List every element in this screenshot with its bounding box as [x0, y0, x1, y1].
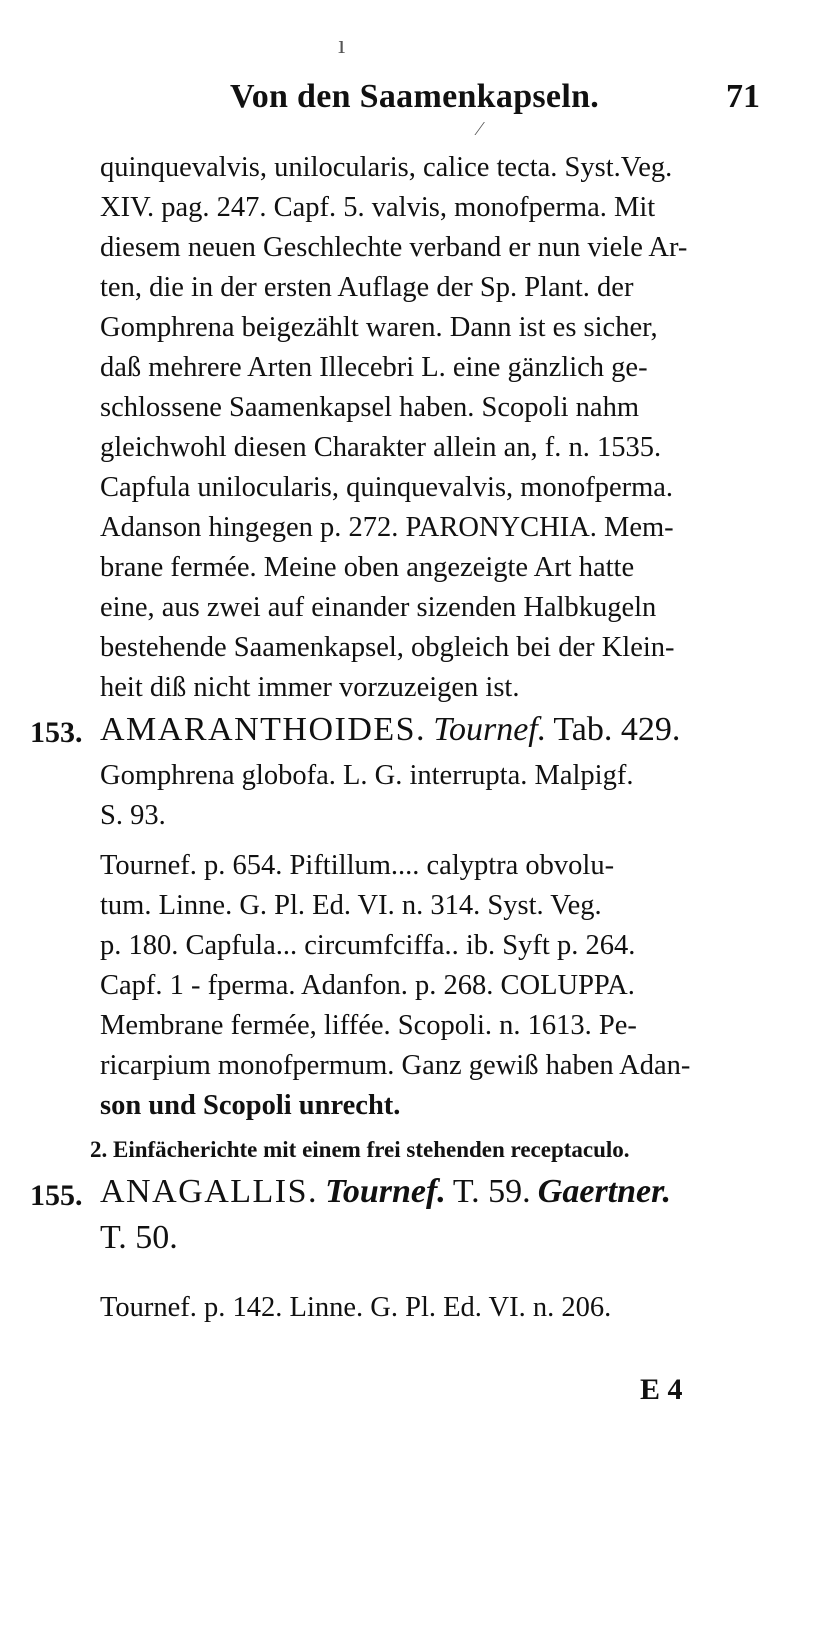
- plate-ref: Tab. 429.: [553, 711, 681, 748]
- text-line: Adanson hingegen p. 272. PARONYCHIA. Mem-: [100, 512, 674, 543]
- entry-heading: [100, 1174, 671, 1212]
- text-line: Gomphrena beigezählt waren. Dann ist es sicher,: [100, 312, 658, 343]
- text-line: eine, aus zwei auf einander sizenden Halbkugeln: [100, 592, 657, 623]
- genus-name: AMARANTHOIDES.: [100, 711, 427, 748]
- text-line: Capf. 1 - fperma. Adanfon. p. 268. COLUPPA.: [100, 970, 635, 1001]
- text-line: Tournef. p. 654. Piftillum.... calyptra obvolu-: [100, 850, 615, 881]
- plate-ref: T. 59.: [452, 1173, 531, 1210]
- entry-heading: [100, 712, 680, 750]
- text-line: daß mehrere Arten Illecebri L. eine gänzlich ge-: [100, 352, 648, 383]
- section-subheading: 2. Einfächerichte mit einem frei stehenden receptaculo.: [90, 1137, 630, 1162]
- text-line: Membrane fermée, liffée. Scopoli. n. 1613. Pe-: [100, 1010, 637, 1041]
- text-line: ten, die in der ersten Auflage der Sp. Plant. der: [100, 272, 634, 303]
- entry-number: 155.: [30, 1179, 83, 1212]
- text-line: Capfula unilocularis, quinquevalvis, monofperma.: [100, 472, 674, 503]
- ink-mark: ı: [338, 30, 346, 59]
- page-number: 71: [726, 78, 760, 115]
- text-line: diesem neuen Geschlechte verband er nun viele Ar-: [100, 232, 688, 263]
- text-line: brane fermée. Meine oben angezeigte Art hatte: [100, 552, 635, 583]
- text-line: heit diß nicht immer vorzuzeigen ist.: [100, 672, 520, 703]
- text-line: p. 180. Capfula... circumfciffa.. ib. Syft p. 264.: [100, 930, 636, 961]
- ink-mark: ⁄: [478, 118, 482, 140]
- running-header: Von den Saamenkapseln.: [230, 78, 600, 115]
- author-name: Gaertner.: [537, 1173, 671, 1210]
- text-line: schlossene Saamenkapsel haben. Scopoli nahm: [100, 392, 639, 423]
- text-line: gleichwohl diesen Charakter allein an, f. n. 1535.: [100, 432, 662, 463]
- genus-name: ANAGALLIS.: [100, 1173, 319, 1210]
- text-line: son und Scopoli unrecht.: [100, 1090, 401, 1121]
- text-line: ricarpium monofpermum. Ganz gewiß haben Adan-: [100, 1050, 691, 1081]
- text-line: quinquevalvis, unilocularis, calice tecta. Syst.Veg.: [100, 152, 673, 183]
- text-line: bestehende Saamenkapsel, obgleich bei der Klein-: [100, 632, 675, 663]
- signature-mark: E 4: [640, 1373, 683, 1406]
- text-line: tum. Linne. G. Pl. Ed. VI. n. 314. Syst. Veg.: [100, 890, 602, 921]
- text-line: Tournef. p. 142. Linne. G. Pl. Ed. VI. n. 206.: [100, 1292, 612, 1323]
- text-line: Gomphrena globofa. L. G. interrupta. Malpigf.: [100, 760, 634, 791]
- author-name: Tournef.: [433, 711, 547, 748]
- text-line: S. 93.: [100, 800, 166, 831]
- text-line: XIV. pag. 247. Capf. 5. valvis, monofperma. Mit: [100, 192, 656, 223]
- plate-ref: T. 50.: [100, 1219, 178, 1256]
- author-name: Tournef.: [325, 1173, 446, 1210]
- entry-number: 153.: [30, 716, 83, 749]
